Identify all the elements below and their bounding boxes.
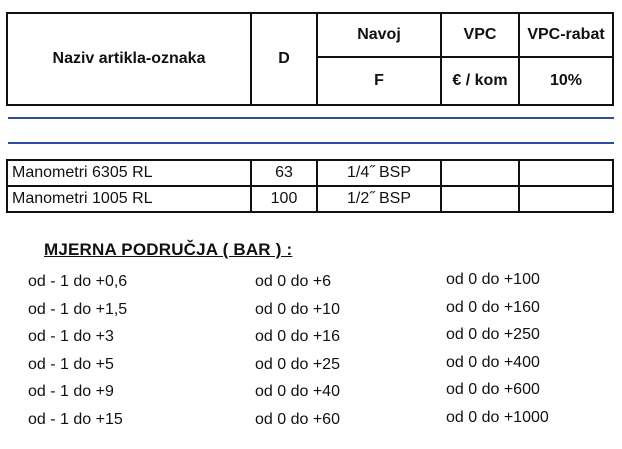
rabat-header: VPC-rabat bbox=[527, 26, 605, 43]
range-item: od 0 do +16 bbox=[255, 328, 340, 345]
product-vpc bbox=[442, 161, 518, 185]
product-diameter: 63 bbox=[275, 164, 293, 181]
product-thread: 1/4˝ BSP bbox=[346, 164, 412, 181]
diameter-header: D bbox=[278, 50, 290, 67]
product-diameter: 100 bbox=[270, 190, 298, 207]
product-thread: 1/2˝ BSP bbox=[346, 190, 412, 207]
product-name: Manometri 6305 RL bbox=[12, 164, 153, 181]
range-item: od - 1 do +5 bbox=[28, 355, 114, 373]
article-name-header: Naziv artikla-oznaka bbox=[52, 50, 206, 67]
vpc-header: VPC bbox=[463, 26, 497, 43]
range-item: od - 1 do +3 bbox=[28, 328, 114, 345]
range-item: od 0 do +600 bbox=[446, 381, 540, 398]
range-column bbox=[255, 268, 340, 433]
range-item: od - 1 do +0,6 bbox=[28, 273, 128, 290]
range-item: od 0 do +160 bbox=[446, 298, 540, 316]
product-vpc bbox=[442, 187, 518, 211]
range-column bbox=[446, 266, 549, 431]
price-table-header bbox=[6, 12, 614, 106]
product-name: Manometri 1005 RL bbox=[12, 190, 153, 207]
ranges-title: MJERNA PODRUČJA ( BAR ) : bbox=[44, 240, 293, 259]
thread-header: Navoj bbox=[357, 26, 401, 43]
range-item: od 0 do +400 bbox=[446, 353, 540, 371]
range-item: od - 1 do +9 bbox=[28, 383, 114, 400]
separator-line bbox=[8, 142, 614, 144]
range-item: od 0 do +60 bbox=[255, 410, 340, 428]
thread-subheader: F bbox=[374, 72, 384, 89]
range-item: od 0 do +40 bbox=[255, 383, 340, 400]
product-table bbox=[6, 159, 614, 213]
vpc-subheader: € / kom bbox=[452, 72, 508, 89]
range-item: od 0 do +1000 bbox=[446, 408, 549, 426]
range-item: od 0 do +250 bbox=[446, 326, 540, 343]
product-rabat bbox=[520, 161, 612, 185]
rabat-subheader: 10% bbox=[549, 72, 583, 89]
range-item: od - 1 do +1,5 bbox=[28, 300, 128, 318]
range-item: od - 1 do +15 bbox=[28, 410, 123, 428]
range-item: od 0 do +6 bbox=[255, 273, 332, 290]
range-column bbox=[28, 268, 127, 433]
separator-line bbox=[8, 117, 614, 119]
range-item: od 0 do +25 bbox=[255, 355, 340, 373]
range-item: od 0 do +10 bbox=[255, 300, 340, 318]
product-rabat bbox=[520, 187, 612, 211]
range-item: od 0 do +100 bbox=[446, 271, 540, 288]
